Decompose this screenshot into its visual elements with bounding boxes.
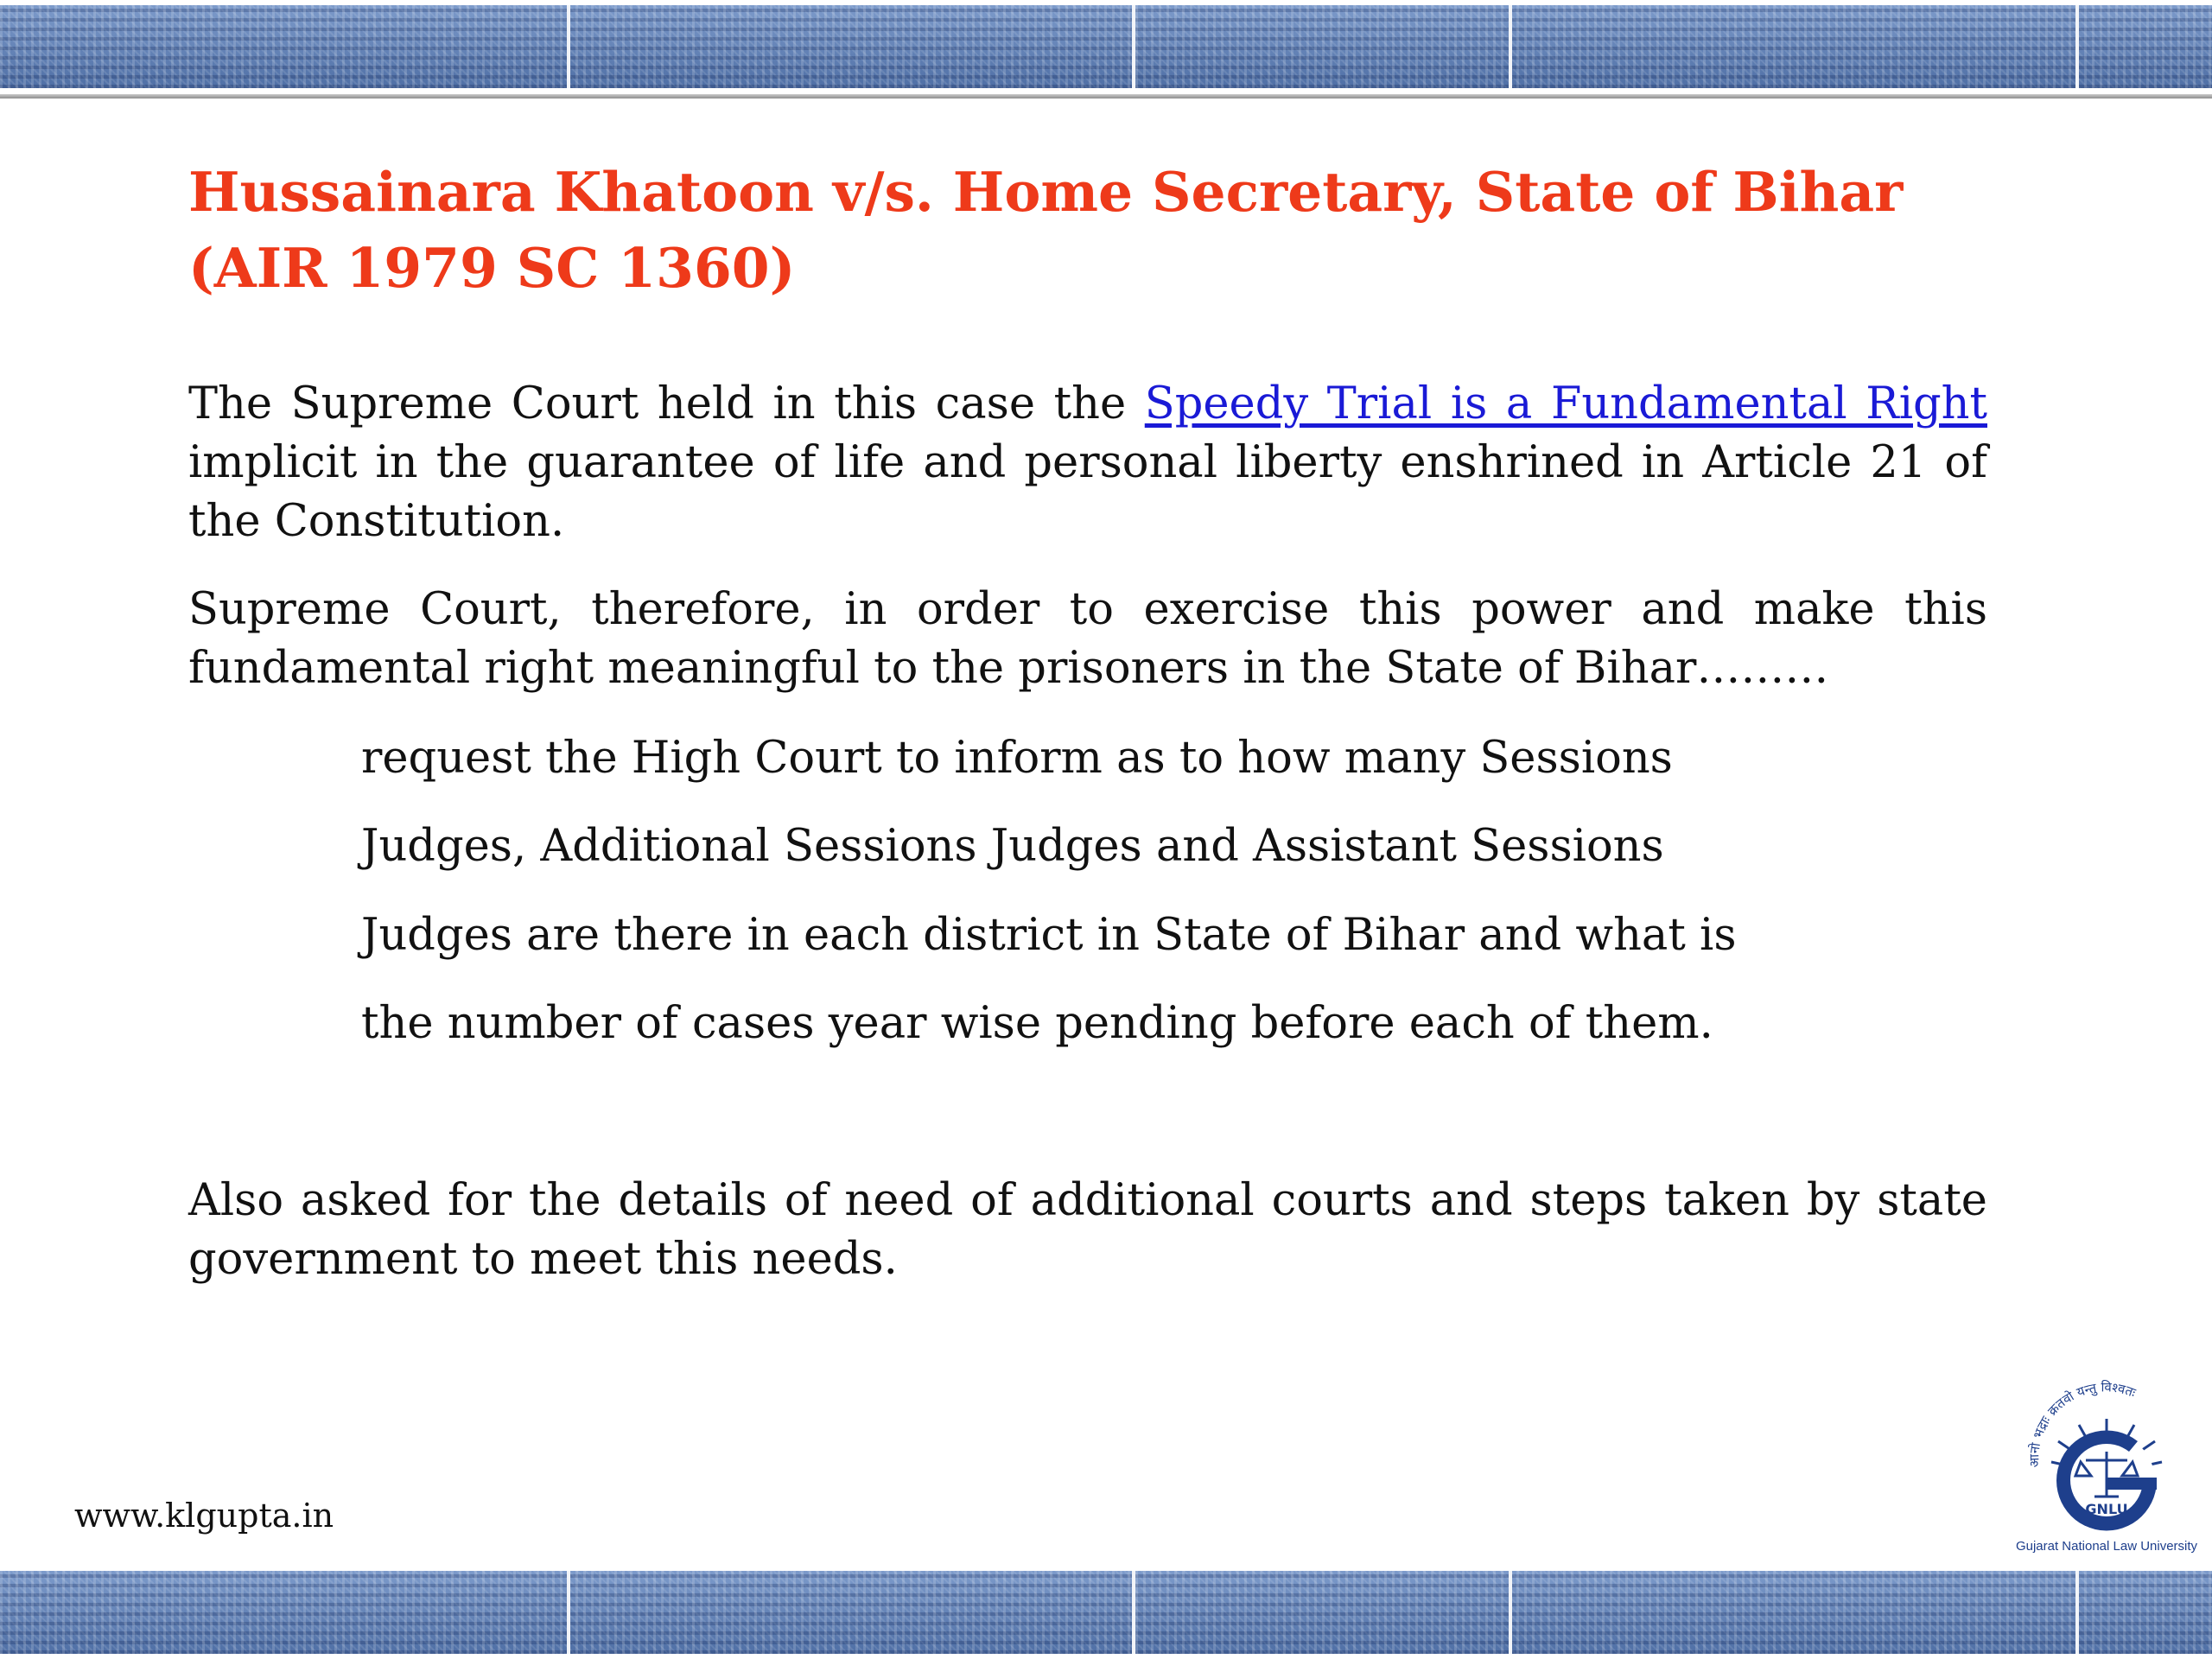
- band-seam: [2075, 5, 2079, 88]
- speedy-trial-link[interactable]: Speedy Trial is a Fundamental Right: [1144, 378, 1987, 429]
- band-seam: [1509, 1571, 1512, 1654]
- header-rule: [0, 94, 2212, 99]
- gnlu-logo: [2003, 1367, 2210, 1559]
- indented-line: Judges are there in each district in State of Bihar and what is: [361, 910, 1737, 961]
- top-decorative-band: [0, 5, 2212, 88]
- logo-abbreviation: GNLU: [2085, 1501, 2128, 1517]
- paragraph-holding-continued: implicit in the guarantee of life and personal liberty enshrined in Article 21 of the Constitution.: [188, 437, 1987, 547]
- indented-line: Judges, Additional Sessions Judges and Assistant Sessions: [361, 821, 1664, 872]
- g-bar: [2107, 1478, 2157, 1490]
- slide-title-line-1: Hussainara Khatoon v/s. Home Secretary, State of Bihar: [188, 160, 1904, 224]
- paragraph-holding-text: The Supreme Court held in this case the: [188, 378, 1145, 429]
- slide-title-line-2: (AIR 1979 SC 1360): [188, 236, 796, 300]
- band-seam: [2075, 1571, 2079, 1654]
- paragraph-exercise-power: Supreme Court, therefore, in order to exercise this power and make this fundamental right meaningful to the prisoners in the State of Bihar………: [188, 584, 1987, 694]
- band-seam: [567, 1571, 570, 1654]
- paragraph-additional-courts: Also asked for the details of need of additional courts and steps taken by state government to meet this needs.: [188, 1175, 1987, 1285]
- band-seam: [1132, 1571, 1135, 1654]
- indented-line: the number of cases year wise pending before each of them.: [361, 998, 1713, 1049]
- band-seam: [567, 5, 570, 88]
- band-seam: [1132, 5, 1135, 88]
- slide-title: [188, 154, 2089, 306]
- logo-motto: आनो भद्राः क्रतवो यन्तु विश्वतः: [2026, 1379, 2139, 1468]
- bottom-decorative-band: [0, 1571, 2212, 1654]
- paragraph-holding: [188, 375, 1987, 551]
- footer-url: www.klgupta.in: [74, 1497, 334, 1535]
- indented-line: request the High Court to inform as to how many Sessions: [361, 733, 1673, 784]
- logo-university-name: Gujarat National Law University: [2015, 1539, 2198, 1554]
- band-seam: [1509, 5, 1512, 88]
